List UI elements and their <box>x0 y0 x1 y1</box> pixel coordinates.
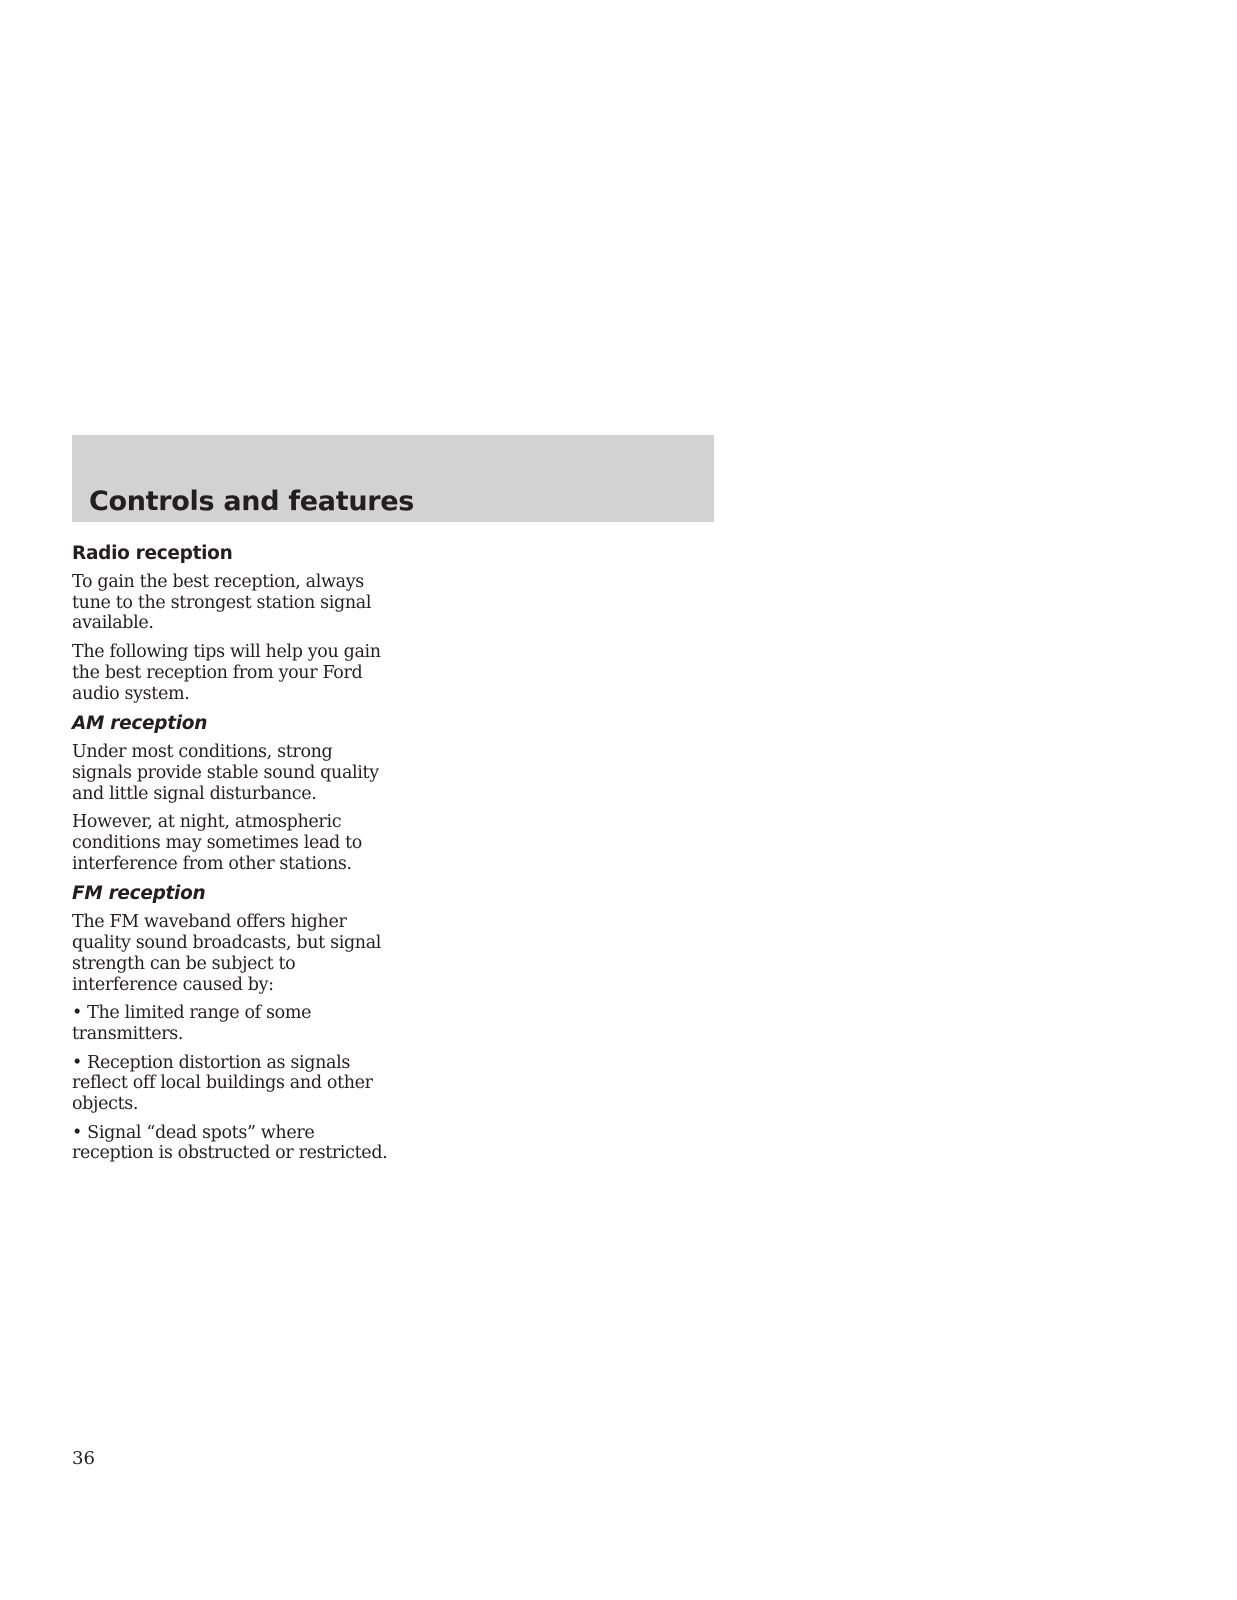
fm-bullet-item: • Signal “dead spots” where reception is obstructed or restricted. <box>72 1122 388 1164</box>
fm-reception-heading: FM reception <box>72 883 206 905</box>
radio-reception-heading: Radio reception <box>72 543 233 564</box>
page-number: 36 <box>72 1448 95 1469</box>
section-title: Controls and features <box>89 486 415 517</box>
am-reception-paragraph-1: Under most conditions, strong signals provide stable sound quality and little signal disturbance. <box>72 742 379 804</box>
main-content <box>72 542 392 1172</box>
am-reception-heading: AM reception <box>72 713 208 735</box>
fm-bullet-item: • The limited range of some transmitters. <box>72 1003 312 1044</box>
am-reception-paragraph-2: However, at night, atmospheric conditions may sometimes lead to interference from other stations. <box>72 812 362 874</box>
radio-reception-paragraph-2: The following tips will help you gain the best reception from your Ford audio system. <box>72 642 381 704</box>
section-header-band <box>72 435 714 522</box>
radio-reception-paragraph-1: To gain the best reception, always tune to the strongest station signal available. <box>72 572 372 634</box>
fm-bullet-item: • Reception distortion as signals reflect off local buildings and other objects. <box>72 1052 373 1115</box>
fm-reception-paragraph-1: The FM waveband offers higher quality sound broadcasts, but signal strength can be subject to interference caused by: <box>72 912 382 995</box>
